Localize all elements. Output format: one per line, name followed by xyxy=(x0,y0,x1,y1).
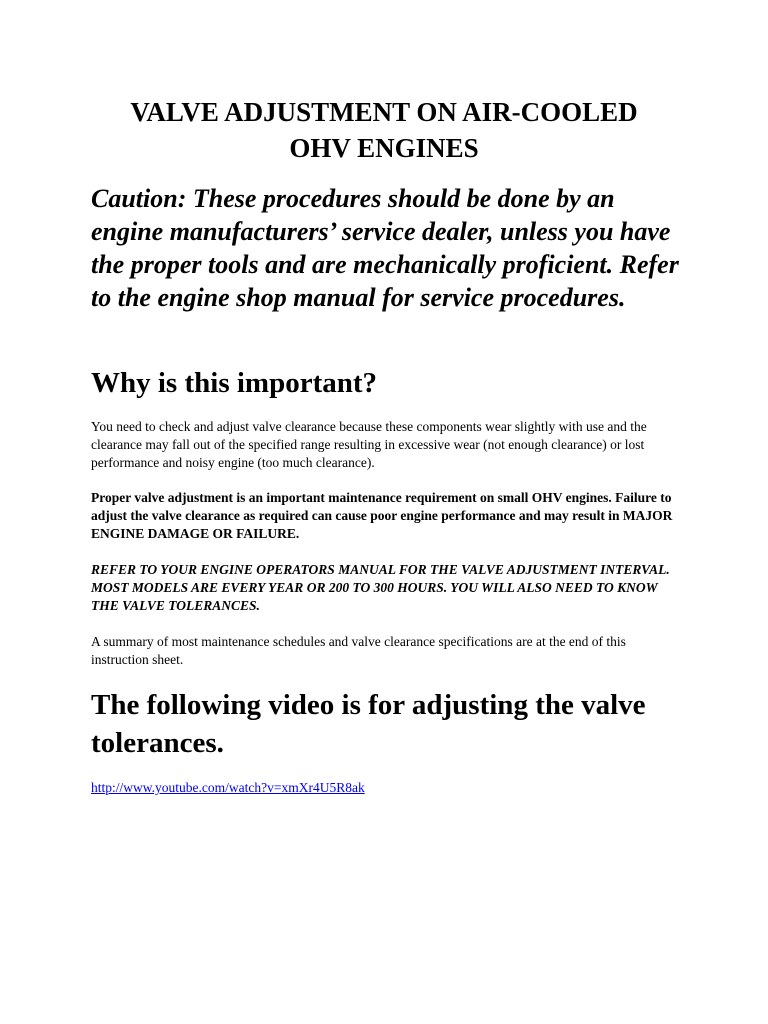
video-heading: The following video is for adjusting the valve tolerances. xyxy=(91,689,646,759)
title-line-2: OHV ENGINES xyxy=(289,133,479,163)
video-link[interactable]: http://www.youtube.com/watch?v=xmXr4U5R8ak xyxy=(91,780,365,795)
title-line-1: VALVE ADJUSTMENT ON AIR-COOLED xyxy=(130,97,638,127)
interval-notice-paragraph: REFER TO YOUR ENGINE OPERATORS MANUAL FOR THE VALVE ADJUSTMENT INTERVAL. MOST MODELS ARE EVERY YEAR OR 200 TO 300 HOURS. YOU WILL ALSO NEED TO KNOW THE VALVE TOLERANCES. xyxy=(91,562,670,613)
summary-paragraph: A summary of most maintenance schedules and valve clearance specifications are at the end of this instruction sheet. xyxy=(91,634,626,667)
why-important-heading: Why is this important? xyxy=(91,367,378,399)
maintenance-warning-paragraph: Proper valve adjustment is an important maintenance requirement on small OHV engines. Failure to adjust the valve clearance as required can cause poor engine performance and may result in MAJOR ENGINE DAMAGE OR FAILURE. xyxy=(91,490,673,541)
document-title xyxy=(80,94,688,166)
clearance-paragraph: You need to check and adjust valve clearance because these components wear slightly with use and the clearance may fall out of the specified range resulting in excessive wear (not enough clearance) or lost performance and noisy engine (too much clearance). xyxy=(91,419,647,470)
caution-paragraph: Caution: These procedures should be done by an engine manufacturers’ service dealer, unless you have the proper tools and are mechanically proficient. Refer to the engine shop manual for service procedures. xyxy=(91,184,679,312)
